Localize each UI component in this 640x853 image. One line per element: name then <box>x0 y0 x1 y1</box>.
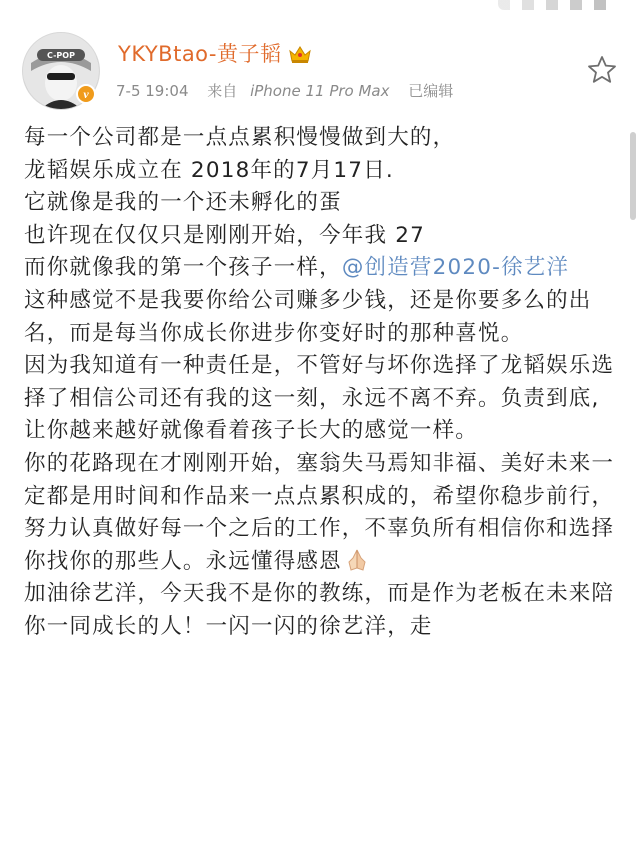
favorite-button[interactable] <box>586 54 618 86</box>
post-header <box>0 14 640 114</box>
source-label: 来自 <box>207 82 238 100</box>
edited-label[interactable]: 已编辑 <box>408 82 454 100</box>
star-outline-icon <box>586 54 618 86</box>
scrollbar[interactable] <box>630 132 636 220</box>
mention-link[interactable]: @创造营2020-徐艺洋 <box>341 255 570 281</box>
verified-badge <box>76 84 96 104</box>
post-meta <box>116 80 467 101</box>
device-name[interactable]: iPhone 11 Pro Max <box>250 82 390 100</box>
text-line: 也许现在仅仅只是刚刚开始，今年我 27 <box>24 222 425 248</box>
top-strip <box>0 0 640 14</box>
text-line: 龙韬娱乐成立在 2018年的7月17日. <box>24 157 394 183</box>
avatar-badge-text: C-POP <box>47 51 75 60</box>
text-line: 它就像是我的一个还未孵化的蛋 <box>24 190 342 216</box>
folded-hands-emoji <box>344 548 370 572</box>
text-line: 而你就像我的第一个孩子一样， <box>24 255 342 281</box>
top-decoration <box>498 0 618 10</box>
post-content <box>24 122 622 853</box>
verified-v-icon: v <box>83 87 89 101</box>
crown-icon <box>288 44 312 64</box>
paragraph-3: 因为我知道有一种责任是，不管好与坏你选择了龙韬娱乐选择了相信公司还有我的这一刻，永远不离不弃。负责到底,让你越来越好就像看着孩子长大的感觉一样。 <box>24 353 615 444</box>
paragraph-5: 加油徐艺洋，今天我不是你的教练，而是作为老板在未来陪你一同成长的人！一闪一闪的徐艺洋，走 <box>24 581 615 639</box>
text-line: 你的花路现在才刚刚开始，塞翁失马焉知非福、美好未来一定都是用时间和作品来一点点累积成的，希望你稳步前行，努力认真做好每一个之后的工作，不辜负所有相信你和选择你找你的那些人。永远懂得感恩 <box>24 450 615 574</box>
text-line: 每一个公司都是一点点累积慢慢做到大的， <box>24 125 456 150</box>
paragraph-4 <box>24 448 622 578</box>
post-time: 7-5 19:04 <box>116 82 189 100</box>
username[interactable] <box>118 38 312 68</box>
paragraph-2: 这种感觉不是我要你给公司赚多少钱，还是你要多么的出名，而是每当你成长你进步你变好时的那种喜悦。 <box>24 287 592 346</box>
username-text[interactable]: YKYBtao-黄子韬 <box>118 42 282 66</box>
paragraph-1 <box>24 122 622 285</box>
